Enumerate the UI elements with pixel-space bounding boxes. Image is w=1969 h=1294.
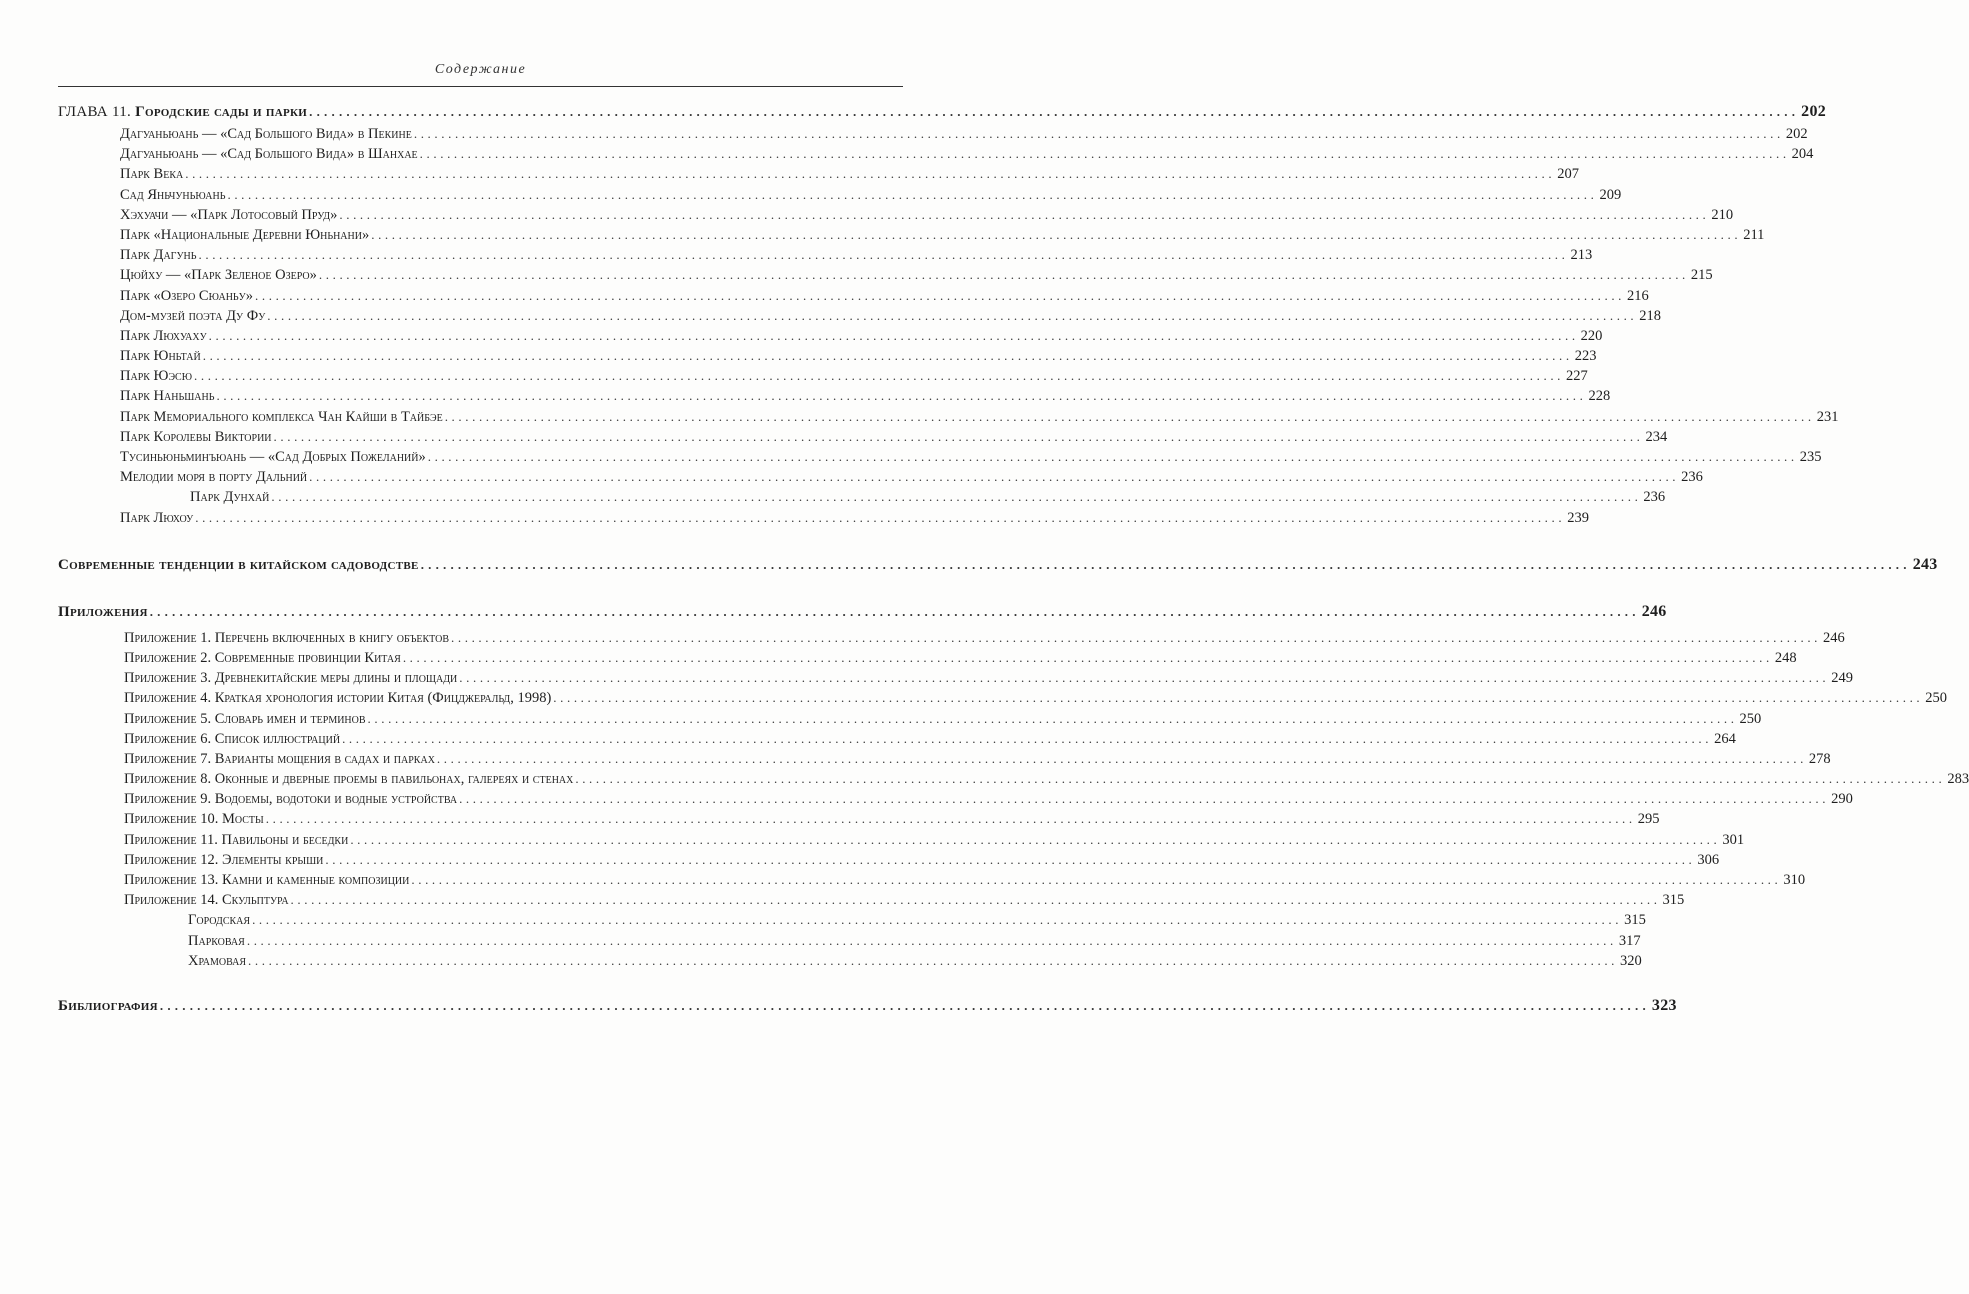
dot-leader: ........................................................................................................................................................................................................ xyxy=(216,388,1587,404)
page-number: 306 xyxy=(1697,851,1720,868)
toc-entry[interactable] xyxy=(58,951,1642,971)
dot-leader: ........................................................................................................................................................................................................ xyxy=(436,750,1807,766)
entry-title: Городская xyxy=(188,912,251,929)
entry-title: Приложение 10. Мосты xyxy=(124,811,264,828)
page-number: 234 xyxy=(1645,428,1668,445)
page-number: 315 xyxy=(1662,892,1685,909)
entry-title: Парк Наньшань xyxy=(120,388,215,405)
dot-leader: ........................................................................................................................................................................................................ xyxy=(459,791,1830,807)
dot-leader: ........................................................................................................................................................................................................ xyxy=(371,226,1742,242)
toc-appendices[interactable] xyxy=(58,600,1667,624)
dot-leader: ........................................................................................................................................................................................................ xyxy=(248,952,1619,968)
entry-title: Приложение 2. Современные провинции Китая xyxy=(124,649,401,666)
entry-title: Сад Яньчуньюань xyxy=(120,186,226,203)
entry-title: Приложение 14. Скульптура xyxy=(124,892,289,909)
dot-leader: ........................................................................................................................................................................................................ xyxy=(427,449,1798,464)
header-rule xyxy=(58,86,903,87)
page-number: 278 xyxy=(1808,750,1831,767)
toc-entry[interactable] xyxy=(58,688,1948,708)
entry-title: Приложение 5. Словарь имен и терминов xyxy=(124,710,366,727)
dot-leader: ........................................................................................................................................................................................................ xyxy=(290,892,1661,908)
page-number: 243 xyxy=(1912,555,1938,573)
section-title: Приложения xyxy=(58,603,148,620)
page-number: 239 xyxy=(1567,509,1589,526)
page-number: 301 xyxy=(1722,831,1745,848)
dot-leader: ........................................................................................................................................................................................................ xyxy=(202,348,1573,364)
entry-title: Парк Мемориального комплекса Чан Кайши в Тайбэе xyxy=(120,408,443,425)
entry-title: Парк Века xyxy=(120,166,184,183)
dot-leader: ........................................................................................................................................................................................................ xyxy=(325,851,1696,867)
entry-title: Тусиньюньминъюань — «Сад Добрых Пожеланий» xyxy=(120,449,426,465)
toc-entry[interactable] xyxy=(58,931,1641,951)
entry-title: Парк Дунхай xyxy=(190,489,270,506)
chapter-number: ГЛАВА 11. xyxy=(58,104,136,120)
entry-title: Приложение 1. Перечень включенных в книгу объектов xyxy=(124,629,450,646)
dot-leader: ........................................................................................................................................................................................................ xyxy=(411,872,1782,887)
dot-leader: ........................................................................................................................................................................................................ xyxy=(451,629,1822,645)
page-number: 246 xyxy=(1641,602,1667,620)
page-number: 209 xyxy=(1599,186,1622,203)
entry-title: Приложение 8. Оконные и дверные проемы в павильонах, галереях и стенах xyxy=(124,771,574,788)
page-number: 223 xyxy=(1574,348,1597,365)
entry-title: Парк «Национальные Деревни Юньнани» xyxy=(120,226,370,243)
dot-leader: ........................................................................................................................................................................................................ xyxy=(350,831,1721,847)
dot-leader: ........................................................................................................................................................................................................ xyxy=(208,327,1579,343)
entry-title: Хэхуачи — «Парк Лотосовый Пруд» xyxy=(120,206,338,223)
entry-title: Парковая xyxy=(188,932,245,949)
toc-entry[interactable] xyxy=(58,769,1969,789)
page-number: 207 xyxy=(1557,166,1579,183)
page-number: 249 xyxy=(1831,670,1854,687)
section-title: Библиография xyxy=(58,997,158,1014)
section-title: Современные тенденции в китайском садоводстве xyxy=(58,556,419,573)
entry-title: Приложение 6. Список иллюстраций xyxy=(124,730,341,747)
entry-title: Дагуаньюань — «Сад Большого Вида» в Шанхае xyxy=(120,146,418,163)
page-number: 202 xyxy=(1785,126,1808,142)
page-number: 204 xyxy=(1791,146,1814,163)
entry-title: Мелодии моря в порту Дальний xyxy=(120,469,308,486)
page-number: 290 xyxy=(1831,791,1853,808)
dot-leader: ........................................................................................................................................................................................................ xyxy=(252,912,1623,928)
toc-entry[interactable] xyxy=(58,245,1593,265)
dot-leader: ........................................................................................................................................................................................................ xyxy=(273,428,1644,444)
toc-entry[interactable] xyxy=(58,326,1603,346)
entry-title: Приложение 4. Краткая хронология истории Китая (Фицджеральд, 1998) xyxy=(124,690,552,707)
dot-leader: ........................................................................................................................................................................................................ xyxy=(267,307,1638,323)
toc-entry[interactable] xyxy=(58,628,1845,648)
dot-leader: ........................................................................................................................................................................................................ xyxy=(444,408,1815,424)
page-number: 248 xyxy=(1774,649,1797,666)
toc-entry[interactable] xyxy=(58,789,1853,809)
toc-entry[interactable] xyxy=(58,144,1814,164)
appendix-entries xyxy=(58,628,1969,911)
toc-chapter-11[interactable] xyxy=(58,100,1827,124)
toc-entry[interactable] xyxy=(58,225,1765,245)
page-number: 283 xyxy=(1947,771,1969,788)
toc-entry[interactable] xyxy=(58,185,1622,205)
page-number: 216 xyxy=(1627,287,1649,304)
entry-title: Дом-музей поэта Ду Фу xyxy=(120,307,266,324)
entry-title: Приложение 12. Элементы крыши xyxy=(124,851,324,868)
toc-entry[interactable] xyxy=(58,729,1736,749)
chapter-title: Городские сады и парки xyxy=(135,104,308,120)
entry-title: Приложение 13. Камни и каменные композиции xyxy=(124,872,410,888)
dot-leader: ........................................................................................................................................................................................................ xyxy=(309,469,1680,485)
page-number: 228 xyxy=(1588,388,1611,405)
page-number: 220 xyxy=(1580,327,1603,344)
page-number: 323 xyxy=(1651,996,1677,1014)
toc-entry[interactable] xyxy=(58,668,1854,688)
entry-title: Парк Люхоу xyxy=(120,509,194,526)
page-number: 235 xyxy=(1799,449,1822,465)
dot-leader: ........................................................................................................................................................................................................ xyxy=(227,186,1598,202)
dot-leader: ........................................................................................................................................................................................................ xyxy=(265,811,1636,827)
entry-title: Парк Люхуаху xyxy=(120,327,207,344)
dot-leader: ........................................................................................................................................................................................................ xyxy=(575,771,1946,787)
toc-entry[interactable] xyxy=(58,467,1703,487)
toc-entry[interactable] xyxy=(58,749,1831,769)
page-number: 213 xyxy=(1570,247,1593,264)
entry-title: Приложение 11. Павильоны и беседки xyxy=(124,831,349,848)
toc-entry[interactable] xyxy=(58,870,1806,890)
toc-entry[interactable] xyxy=(58,850,1720,870)
dot-leader: ........................................................................................................................................................................................................ xyxy=(195,509,1566,525)
page-number: 236 xyxy=(1681,469,1703,486)
dot-leader: ........................................................................................................................................................................................................ xyxy=(318,267,1689,283)
toc-entry[interactable] xyxy=(58,648,1797,668)
running-header: Содержание xyxy=(434,62,527,77)
toc-entry[interactable] xyxy=(58,910,1646,930)
dot-leader: ........................................................................................................................................................................................................ xyxy=(185,166,1556,182)
dot-leader: ........................................................................................................................................................................................................ xyxy=(420,556,1911,572)
dot-leader: ........................................................................................................................................................................................................ xyxy=(419,146,1790,162)
entry-title: Приложение 9. Водоемы, водотоки и водные устройства xyxy=(124,791,458,808)
sculpture-entries xyxy=(58,910,1646,971)
page-number: 250 xyxy=(1925,690,1948,707)
page-number: 210 xyxy=(1711,206,1734,223)
page-number: 310 xyxy=(1783,872,1806,888)
entry-title: Парк Юньтай xyxy=(120,348,201,365)
page-number: 315 xyxy=(1624,912,1646,929)
dot-leader: ........................................................................................................................................................................................................ xyxy=(459,670,1830,686)
page-number: 295 xyxy=(1637,811,1660,828)
table-of-contents xyxy=(58,100,1969,1018)
dot-leader: ........................................................................................................................................................................................................ xyxy=(339,206,1710,222)
toc-entry[interactable] xyxy=(58,386,1611,406)
page-number: 215 xyxy=(1690,267,1713,284)
entry-title: Дагуаньюань — «Сад Большого Вида» в Пекине xyxy=(120,126,412,142)
toc-entry[interactable] xyxy=(58,508,1589,528)
page-number: 250 xyxy=(1739,710,1762,727)
dot-leader: ........................................................................................................................................................................................................ xyxy=(309,104,1800,119)
toc-entry[interactable] xyxy=(58,346,1597,366)
page-number: 231 xyxy=(1816,408,1839,425)
page-number: 211 xyxy=(1743,226,1765,243)
page-number: 202 xyxy=(1801,103,1827,120)
dot-leader: ........................................................................................................................................................................................................ xyxy=(246,932,1617,948)
dot-leader: ........................................................................................................................................................................................................ xyxy=(255,287,1626,303)
toc-entry[interactable] xyxy=(58,809,1660,829)
entry-title: Парк «Озеро Сюаньу» xyxy=(120,287,254,304)
dot-leader: ........................................................................................................................................................................................................ xyxy=(413,126,1784,141)
page-number: 246 xyxy=(1823,629,1845,646)
toc-entry[interactable] xyxy=(58,286,1649,306)
toc-entry[interactable] xyxy=(58,205,1734,225)
dot-leader: ........................................................................................................................................................................................................ xyxy=(553,690,1924,706)
page-number: 218 xyxy=(1639,307,1662,324)
toc-entry[interactable] xyxy=(58,366,1588,386)
page-number: 236 xyxy=(1643,489,1666,506)
toc-entry[interactable] xyxy=(58,427,1668,447)
page-number: 264 xyxy=(1714,730,1736,747)
entry-title: Парк Королевы Виктории xyxy=(120,428,272,445)
toc-entry-nested[interactable] xyxy=(58,487,1666,507)
toc-entry[interactable] xyxy=(58,306,1662,326)
toc-entry[interactable] xyxy=(58,407,1839,427)
toc-entry[interactable] xyxy=(58,890,1685,910)
entry-title: Храмовая xyxy=(188,952,247,969)
dot-leader: ........................................................................................................................................................................................................ xyxy=(271,489,1642,505)
dot-leader: ........................................................................................................................................................................................................ xyxy=(342,730,1713,746)
toc-entry[interactable] xyxy=(58,447,1822,467)
entry-title: Приложение 7. Варианты мощения в садах и парках xyxy=(124,750,435,767)
page-number: 227 xyxy=(1566,368,1588,385)
entry-title: Парк Юэсю xyxy=(120,368,193,385)
toc-entry[interactable] xyxy=(58,709,1762,729)
dot-leader: ........................................................................................................................................................................................................ xyxy=(159,997,1650,1013)
page-number: 317 xyxy=(1618,932,1641,949)
toc-entry[interactable] xyxy=(58,265,1713,285)
entry-title: Приложение 3. Древнекитайские меры длины и площади xyxy=(124,670,458,687)
entry-title: Парк Дагунь xyxy=(120,247,197,264)
toc-entry[interactable] xyxy=(58,164,1579,184)
toc-bibliography[interactable] xyxy=(58,994,1677,1018)
page-number: 320 xyxy=(1620,952,1642,969)
entry-title: Цюйху — «Парк Зеленое Озеро» xyxy=(120,267,317,284)
dot-leader: ........................................................................................................................................................................................................ xyxy=(367,710,1738,726)
toc-entry[interactable] xyxy=(58,830,1745,850)
dot-leader: ........................................................................................................................................................................................................ xyxy=(198,247,1569,263)
toc-entry[interactable] xyxy=(58,124,1808,144)
toc-modern-trends[interactable] xyxy=(58,553,1938,577)
dot-leader: ........................................................................................................................................................................................................ xyxy=(194,368,1565,384)
dot-leader: ........................................................................................................................................................................................................ xyxy=(149,603,1640,619)
dot-leader: ........................................................................................................................................................................................................ xyxy=(402,649,1773,665)
chapter-11-entries xyxy=(58,124,1839,487)
